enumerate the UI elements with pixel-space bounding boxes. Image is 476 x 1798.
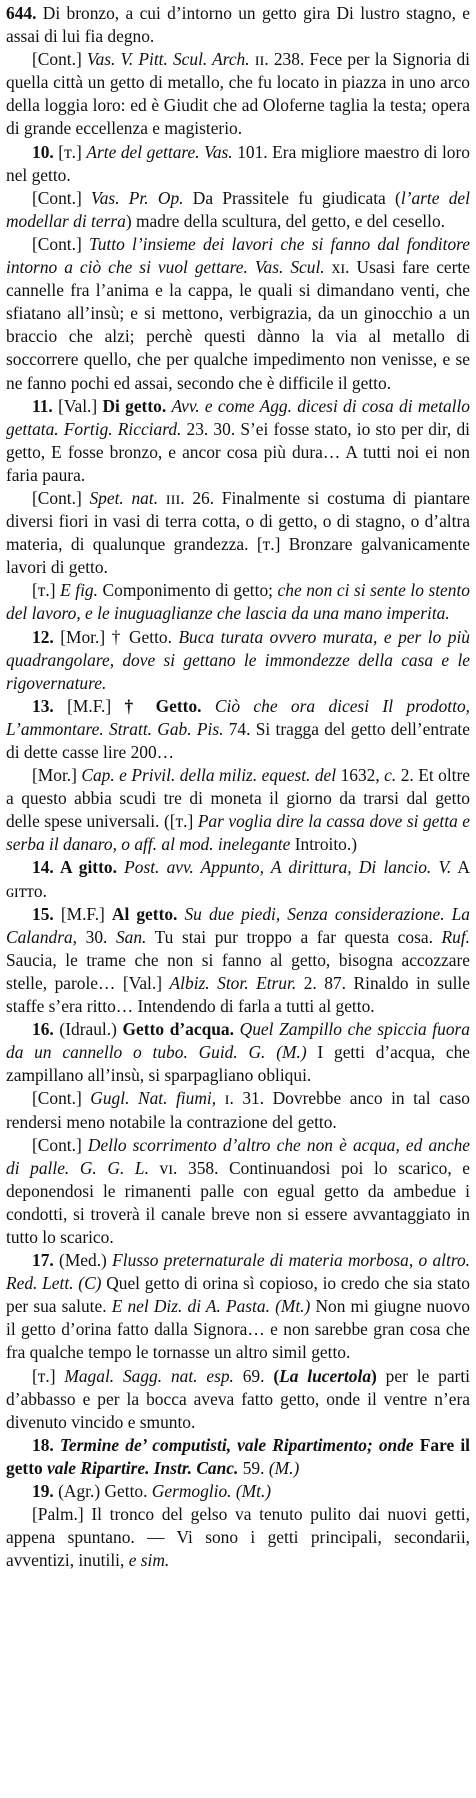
entry-paragraph — [6, 695, 470, 764]
italic-run: (M.) — [268, 1457, 300, 1478]
text-run: [Cont.] — [32, 233, 90, 254]
text-run: (Med.) — [53, 1250, 113, 1271]
italic-run: Vas. Pr. Op. — [91, 187, 184, 208]
text-run: 59. — [238, 1457, 269, 1478]
italic-run: Gugl. Nat. fiumi, — [90, 1088, 217, 1109]
bold-run: 16. — [32, 1019, 54, 1040]
entry-paragraph — [6, 1087, 470, 1133]
text-run: ) madre della scultura, del getto, e del cesello. — [125, 210, 445, 231]
text-run: 2. Et oltre a questo abbia scudi tre di moneta il giorno da trarsi dal getto delle spese universali. ([ᴛ.] — [6, 765, 470, 832]
bold-run: 11. — [32, 395, 53, 416]
italic-run: E nel Diz. di A. Pasta. (Mt.) — [111, 1296, 311, 1317]
italic-run: Dello scorrimento d’altro che non è acqua, ed anche di palle. G. G. L. — [6, 1134, 470, 1178]
italic-run: Su due piedi, Senza considerazione. La Calandra, — [6, 903, 471, 947]
text-run: [Cont.] — [32, 49, 87, 70]
entry-paragraph — [6, 1480, 470, 1503]
text-run: 69. — [233, 1365, 274, 1386]
text-run — [202, 696, 215, 716]
entry-paragraph — [6, 856, 470, 902]
bold-run: 644. — [6, 3, 37, 23]
bold-run: 14. A gitto. — [32, 857, 117, 878]
text-column — [6, 2, 470, 1572]
entry-paragraph — [6, 1434, 470, 1480]
text-run: [Val.] — [52, 395, 103, 416]
bold-run: ( — [273, 1365, 280, 1386]
text-run: Non mi giugne nuovo il getto d’orina fatto dalla Signora… e non sarebbe gran cosa che fra qualche tempo le tornasse un altro simil getto. — [6, 1296, 470, 1363]
bold-run: 19. — [32, 1481, 54, 1501]
bold-run: Al getto. — [111, 903, 178, 924]
text-run: 74. Si tragga del getto dell’entrate di dette casse lire 200… — [6, 718, 470, 762]
italic-run: La lucertola — [279, 1365, 372, 1386]
text-run: Di bronzo, a cui d’intorno un getto gira Di lustro stagno, e assai di lui fia degno. — [6, 3, 470, 47]
text-run: 1632, — [336, 765, 385, 786]
text-run: [M.F.] — [53, 695, 125, 716]
text-run: [Cont.] — [32, 487, 90, 508]
italic-run: Vas. V. Pitt. Scul. Arch. — [86, 49, 250, 70]
text-run: 101. Era migliore maestro di loro nel getto. — [6, 141, 470, 185]
entry-paragraph — [6, 48, 470, 140]
bold-run: Fare il getto — [6, 1434, 470, 1478]
entry-paragraph — [6, 1503, 470, 1572]
entry-paragraph — [6, 395, 470, 487]
text-run: Componimento di getto; — [97, 580, 278, 601]
italic-run: Quel Zampillo che spiccia fuora da un cannello o tubo. Guid. G. (M.) — [6, 1019, 470, 1063]
italic-run: Avv. e come Agg. dicesi di cosa di metallo gettata. Fortig. Ricciard. — [6, 395, 470, 439]
italic-run: Arte del gettare. Vas. — [86, 141, 233, 162]
text-run: ɪɪ. 238. Fece per la Signoria di quella città un getto di metallo, che fu locato in piazza in uno arco della loggia loro: ed è Giudit che ad Oloferne taglia la testa; opera di grande eccellenza e magisterio. — [6, 49, 470, 139]
text-run: Da Prassitele fu giudicata ( — [183, 187, 401, 208]
text-run: A ɢɪᴛᴛᴏ. — [6, 857, 470, 901]
bold-run: Getto d’acqua. — [122, 1019, 234, 1040]
text-run: 2. 87. Rinaldo in sulle staffe s’era ritto… Intendendo di farla a tutti al getto. — [6, 972, 470, 1017]
italic-run: vale Ripartire. Instr. Canc. — [47, 1457, 239, 1478]
text-run: ɪɪɪ. 26. Finalmente si costuma di piantare diversi fiori in vasi di terra cotta, o di getto, o di stagno, o d’altra materia, di qualunque grandezza. [ᴛ.] Bronzare galvanicamente lavori di getto. — [6, 487, 470, 578]
italic-run: E fig. — [60, 580, 98, 601]
entry-paragraph — [6, 2, 470, 48]
text-run: xɪ. Usasi fare certe cannelle fra l’anima e la cappa, le quali si dimandano venti, che sfiatano all’insù; e si mettono, verbigrazia, da un ginocchio a un braccio che alzi; perchè questi dànno la via al metallo di soccorrere quello, che per qualche impedimento non venisse, e se ne fanno pochi ed assai, secondo che è difficile il getto. — [6, 257, 470, 393]
bold-run: 17. — [32, 1250, 54, 1271]
entry-paragraph — [6, 903, 470, 1018]
italic-run: Flusso preternaturale di materia morbosa, o altro. Red. Lett. (C) — [6, 1250, 470, 1294]
italic-run: Cap. e Privil. della miliz. equest. del — [81, 765, 337, 786]
text-run: Saucia, le trame che non si fanno al getto, bisogna accozzare stelle, parole… [Val.] — [6, 949, 470, 993]
text-run: Introito.) — [290, 834, 358, 855]
entry-paragraph — [6, 1365, 470, 1434]
entry-paragraph — [6, 187, 470, 233]
text-run: (Agr.) Getto. — [53, 1481, 152, 1501]
text-run: Tu stai pur troppo a far questa cosa. — [146, 926, 442, 947]
text-run: per le parti d’abbasso e per la bocca aveva fatto getto, onde il ventre n’era divenuto vincido e smunto. — [6, 1365, 470, 1432]
entry-paragraph — [6, 579, 470, 625]
text-run: 30. — [77, 926, 116, 947]
text-run: [Palm.] Il tronco del gelso va tenuto pulito dai nuovi getti, appena spuntano. — Vi sono i getti principali, secondarii, avventizi, inutili, — [6, 1504, 470, 1571]
italic-run: Par voglia dire la cassa dove si getta e serba il danaro, o aff. al mod. inelegante — [6, 811, 471, 855]
italic-run: e sim. — [128, 1550, 170, 1571]
text-run: [Cont.] — [32, 1134, 88, 1155]
entry-paragraph — [6, 1018, 470, 1087]
bold-run: 10. — [32, 141, 54, 162]
italic-run: San. — [115, 926, 147, 947]
bold-run: 15. — [32, 903, 54, 924]
italic-run: Magal. Sagg. nat. esp. — [64, 1365, 234, 1386]
italic-run: Germoglio. (Mt.) — [151, 1481, 272, 1501]
italic-run: c. — [384, 765, 397, 786]
italic-run: Post. avv. Appunto, A dirittura, Di lancio. V. — [124, 857, 452, 878]
entry-paragraph — [6, 1134, 470, 1249]
text-run: [Mor.] † Getto. — [53, 626, 179, 647]
entry-paragraph — [6, 233, 470, 395]
bold-run: Di getto. — [102, 395, 167, 416]
italic-run: Tutto l’insieme dei lavori che si fanno dal fonditore intorno a ciò che si vuol gettare. Vas. Scul. — [6, 233, 471, 278]
text-run: [Cont.] — [32, 187, 92, 208]
italic-run: Ruf. — [441, 926, 471, 947]
text-run: [Mor.] — [32, 765, 82, 786]
entry-paragraph — [6, 626, 470, 695]
text-run: (Idraul.) — [53, 1019, 123, 1040]
entry-paragraph — [6, 487, 470, 579]
text-run: [Cont.] — [32, 1088, 91, 1109]
italic-run: Ciò che ora dicesi Il prodotto, L’ammontare. Stratt. Gab. Pis. — [6, 695, 471, 739]
italic-run: l’arte del modellar di terra — [6, 187, 470, 231]
entry-paragraph — [6, 1249, 470, 1364]
text-run: ɪ. 31. Dovrebbe anco in tal caso rendersi meno notabile la contrazione del getto. — [6, 1088, 470, 1132]
text-run: [ᴛ.] — [32, 1365, 65, 1386]
bold-run: ) — [371, 1365, 377, 1386]
text-run: [ᴛ.] — [32, 580, 61, 601]
text-run: [M.F.] — [53, 903, 112, 924]
entry-paragraph — [6, 764, 470, 856]
bold-run: † Getto. — [124, 695, 202, 716]
italic-run: Albiz. Stor. Etrur. — [169, 972, 297, 993]
text-run: I getti d’acqua, che zampillano all’insù, si sparpagliano obliqui. — [6, 1042, 471, 1086]
text-run: [ᴛ.] — [53, 141, 87, 162]
bold-run: 13. — [32, 695, 54, 716]
text-run: 23. 30. S’ei fosse stato, io sto per dir, di getto, E fosse bronzo, e ancor cosa più dura… A tutti noi ei non faria paura. — [6, 418, 470, 485]
italic-run: Buca turata ovvero murata, e per lo più quadrangolare, dove si gettano le immondezze della casa e le rigovernature. — [6, 626, 470, 693]
bold-run: 12. — [32, 626, 54, 647]
italic-run: che non ci si sente lo stento del lavoro, e le inuguaglianze che lascia da una mano imperita. — [6, 580, 470, 624]
text-run: vɪ. 358. Continuandosi poi lo scarico, e deponendosi le rimanenti palle con egual getto da ambedue i condotti, si troverà il canale breve non si essere avvantaggiato in tutto lo scarico. — [6, 1157, 470, 1247]
italic-run: Spet. nat. — [89, 487, 159, 508]
bold-run: 18. — [32, 1434, 54, 1455]
text-run: Quel getto di orina sì copioso, io credo che sia stato per sua salute. — [6, 1273, 470, 1317]
italic-run: Termine de’ computisti, vale Ripartimento; onde — [59, 1434, 414, 1455]
entry-paragraph — [6, 141, 470, 187]
